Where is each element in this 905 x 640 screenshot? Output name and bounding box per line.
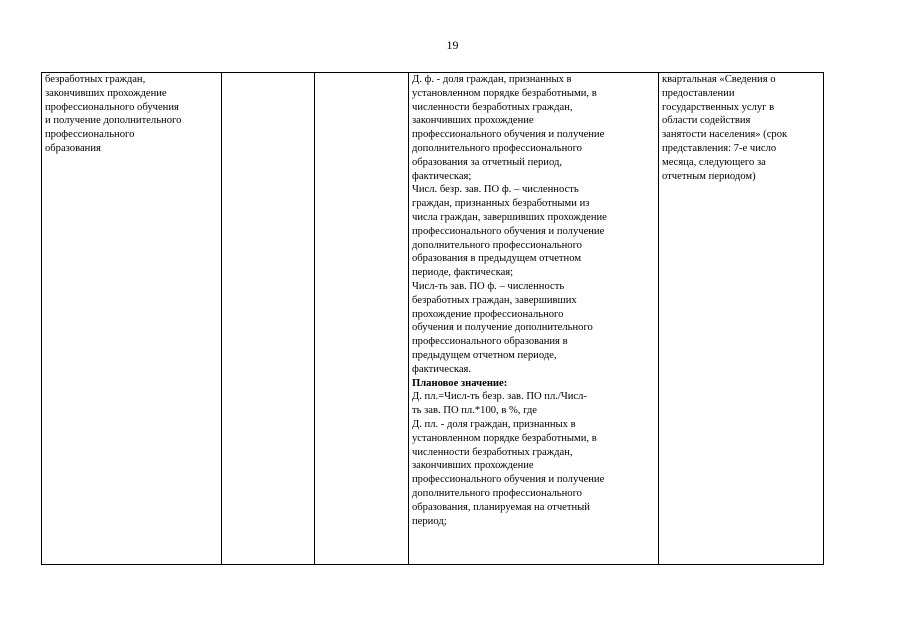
text-line: образования bbox=[45, 142, 101, 154]
text-line: дополнительного профессионального bbox=[412, 142, 582, 154]
text-line: профессионального bbox=[45, 129, 135, 141]
empty-cell-3 bbox=[315, 73, 409, 565]
text-line: закончивших прохождение bbox=[45, 87, 167, 99]
text-line: отчетным периодом) bbox=[662, 170, 756, 182]
text-line: предоставлении bbox=[662, 87, 735, 99]
text-line: закончивших прохождение bbox=[412, 115, 534, 127]
text-line: области содействия bbox=[662, 115, 751, 127]
text-line: профессионального образования в bbox=[412, 336, 568, 348]
text-line: образования, планируемая на отчетный bbox=[412, 501, 590, 513]
text-line: Числ. безр. зав. ПО ф. – численность bbox=[412, 184, 579, 196]
text-line: квартальная «Сведения о bbox=[662, 74, 776, 85]
text-line: занятости населения» (срок bbox=[662, 129, 788, 141]
text-line: Д. пл. - доля граждан, признанных в bbox=[412, 418, 576, 430]
text-line: Числ-ть зав. ПО ф. – численность bbox=[412, 280, 565, 292]
data-source-cell bbox=[659, 73, 824, 565]
text-line: представления: 7-е число bbox=[662, 142, 777, 154]
text-line: образования в предыдущем отчетном bbox=[412, 253, 582, 265]
text-line: периоде, фактическая; bbox=[412, 267, 514, 279]
text-line: профессионального обучения bbox=[45, 101, 179, 113]
text-line: безработных граждан, bbox=[45, 74, 146, 85]
text-line: прохождение профессионального bbox=[412, 308, 564, 320]
text-line: численности безработных граждан, bbox=[412, 101, 573, 113]
text-line: Д. ф. - доля граждан, признанных в bbox=[412, 74, 572, 85]
text-line: закончивших прохождение bbox=[412, 460, 534, 472]
text-line: установленном порядке безработными, в bbox=[412, 87, 597, 99]
text-line: месяца, следующего за bbox=[662, 156, 766, 168]
page-number: 19 bbox=[446, 38, 459, 52]
text-line: фактическая; bbox=[412, 170, 472, 182]
text-line: образования за отчетный период, bbox=[412, 156, 562, 168]
text-line: период; bbox=[412, 515, 447, 527]
text-line: профессионального обучения и получение bbox=[412, 225, 605, 237]
text-line: ть зав. ПО пл.*100, в %, где bbox=[412, 405, 538, 417]
text-line: и получение дополнительного bbox=[45, 115, 182, 127]
indicator-name-cell bbox=[42, 73, 222, 565]
text-line: установленном порядке безработными, в bbox=[412, 432, 597, 444]
text-line: граждан, признанных безработными из bbox=[412, 198, 590, 210]
indicator-table bbox=[41, 72, 824, 565]
text-line: государственных услуг в bbox=[662, 101, 775, 113]
text-line: дополнительного профессионального bbox=[412, 239, 582, 251]
formula-description-cell bbox=[409, 73, 659, 565]
text-line: безработных граждан, завершивших bbox=[412, 294, 577, 306]
text-line: профессионального обучения и получение bbox=[412, 474, 605, 486]
text-line: числа граждан, завершивших прохождение bbox=[412, 211, 607, 223]
text-line: профессионального обучения и получение bbox=[412, 129, 605, 141]
text-line: предыдущем отчетном периоде, bbox=[412, 349, 557, 361]
text-line: дополнительного профессионального bbox=[412, 487, 582, 499]
empty-cell-2 bbox=[222, 73, 315, 565]
text-line: численности безработных граждан, bbox=[412, 446, 573, 458]
table-row bbox=[42, 73, 824, 565]
text-line: фактическая. bbox=[412, 363, 472, 375]
text-line: обучения и получение дополнительного bbox=[412, 322, 593, 334]
text-line: Д. пл.=Числ-ть безр. зав. ПО пл./Числ- bbox=[412, 391, 587, 403]
text-line: Плановое значение: bbox=[412, 377, 508, 389]
